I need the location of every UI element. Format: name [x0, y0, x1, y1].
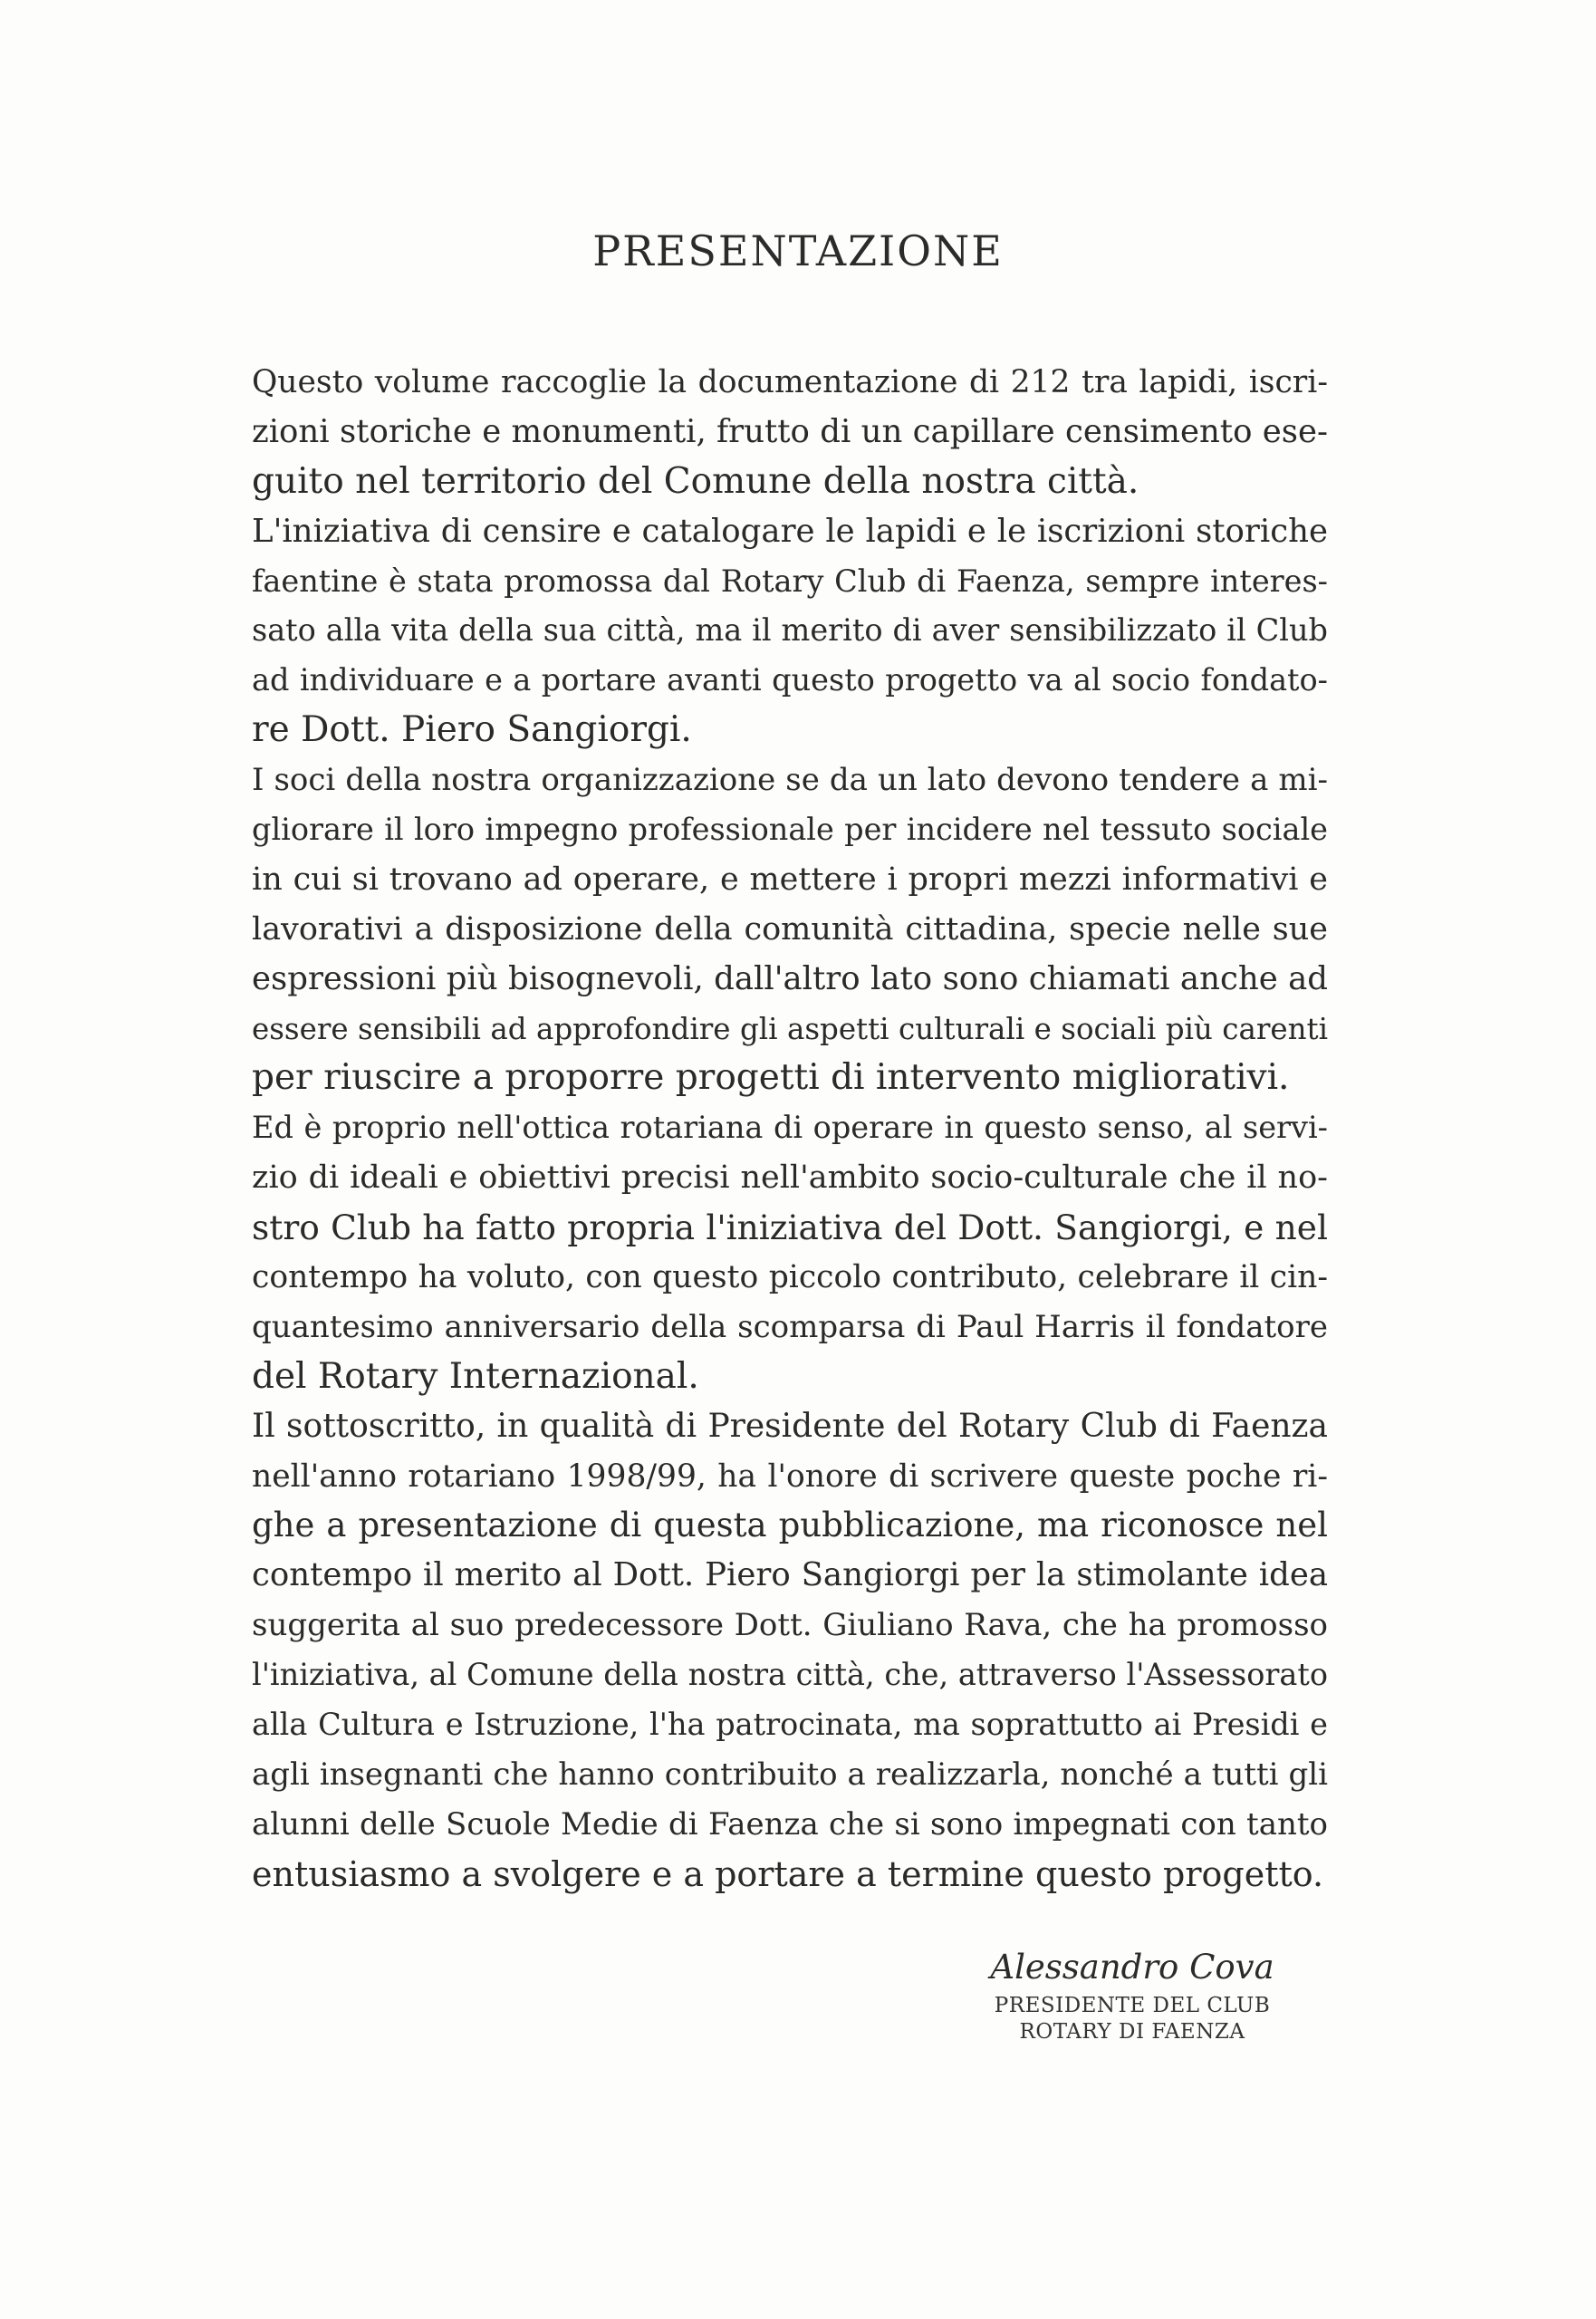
text-line: stro Club ha fatto propria l'iniziativa del Dott. Sangiorgi, e nel [252, 1208, 1328, 1248]
text-line: L'iniziativa di censire e catalogare le lapidi e le iscrizioni storiche [252, 512, 1328, 550]
text-line: lavorativi a disposizione della comunità cittadina, specie nelle sue [252, 910, 1328, 948]
text-line: alla Cultura e Istruzione, l'ha patrocinata, ma soprattutto ai Presidi e [252, 1707, 1328, 1743]
text-line: ad individuare e a portare avanti questo progetto va al socio fondato- [252, 662, 1328, 698]
text-line: zio di ideali e obiettivi precisi nell'ambito socio-culturale che il no- [252, 1160, 1328, 1197]
page-title: PRESENTAZIONE [592, 226, 1004, 275]
signature-title-line-2: ROTARY DI FAENZA [1019, 2020, 1245, 2044]
text-line: Questo volume raccoglie la documentazione di 212 tra lapidi, iscri- [252, 364, 1328, 400]
text-line: in cui si trovano ad operare, e mettere i propri mezzi informativi e [252, 861, 1328, 898]
body-text [252, 358, 1328, 1900]
text-line: sato alla vita della sua città, ma il merito di aver sensibilizzato il Club [252, 612, 1328, 649]
text-line: essere sensibili ad approfondire gli aspetti culturali e sociali più carenti [252, 1011, 1328, 1046]
text-line: Il sottoscritto, in qualità di Presidente del Rotary Club di Faenza [252, 1407, 1328, 1445]
text-line: guito nel territorio del Comune della nostra città. [252, 460, 1139, 502]
signature-name: Alessandro Cova [990, 1948, 1274, 1987]
text-line: quantesimo anniversario della scomparsa di Paul Harris il fondatore [252, 1308, 1328, 1345]
signature-title-line-1: PRESIDENTE DEL CLUB [994, 1994, 1271, 2017]
text-line: gliorare il loro impegno professionale per incidere nel tessuto sociale [252, 812, 1328, 848]
text-line: del Rotary Internazional. [252, 1355, 699, 1397]
text-line: ghe a presentazione di questa pubblicazione, ma riconosce nel [252, 1506, 1328, 1545]
text-line: re Dott. Piero Sangiorgi. [252, 709, 692, 751]
text-line: I soci della nostra organizzazione se da un lato devono tendere a mi- [252, 762, 1328, 799]
text-line: l'iniziativa, al Comune della nostra città, che, attraverso l'Assessorato [252, 1657, 1328, 1693]
signature-block [951, 1948, 1313, 2045]
text-line: suggerita al suo predecessore Dott. Giuliano Rava, che ha promosso [252, 1607, 1328, 1644]
text-line: Ed è proprio nell'ottica rotariana di operare in questo senso, al servi- [252, 1110, 1328, 1146]
text-line: faentine è stata promossa dal Rotary Club di Faenza, sempre interes- [252, 563, 1328, 599]
text-line: agli insegnanti che hanno contribuito a realizzarla, nonché a tutti gli [252, 1756, 1328, 1793]
text-line: entusiasmo a svolgere e a portare a termine questo progetto. [252, 1853, 1324, 1894]
text-line: alunni delle Scuole Medie di Faenza che si sono impegnati con tanto [252, 1805, 1328, 1843]
text-line: contempo il merito al Dott. Piero Sangiorgi per la stimolante idea [252, 1556, 1328, 1594]
text-line: per riuscire a proporre progetti di intervento migliorativi. [252, 1057, 1290, 1099]
text-line: zioni storiche e monumenti, frutto di un capillare censimento ese- [252, 412, 1328, 450]
text-line: contempo ha voluto, con questo piccolo contributo, celebrare il cin- [252, 1259, 1328, 1296]
text-line: espressioni più bisognevoli, dall'altro lato sono chiamati anche ad [252, 959, 1328, 997]
text-line: nell'anno rotariano 1998/99, ha l'onore di scrivere queste poche ri- [252, 1458, 1328, 1495]
